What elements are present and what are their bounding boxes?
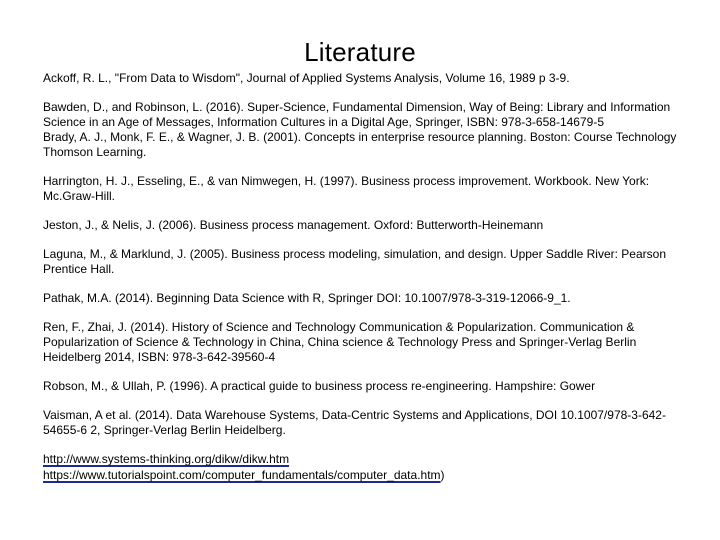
link-closing-paren: ) [440,468,445,482]
reference-harrington: Harrington, H. J., Esseling, E., & van Nimwegen, H. (1997). Business process improvement. Workbook. New York: Mc.Graw-Hill. [43,174,653,203]
link-list [43,451,683,483]
reference-vaisman: Vaisman, A et al. (2014). Data Warehouse Systems, Data-Centric Systems and Applications, DOI 10.1007/978-3-642-54655-6 2, Springer-Verlag Berlin Heidelberg. [43,408,666,437]
page-title: Literature [304,37,416,67]
reference-brady: Brady, A. J., Monk, F. E., & Wagner, J. B. (2001). Concepts in enterprise resource planning. Boston: Course Technology Thomson Learning. [43,130,680,159]
reference-jeston: Jeston, J., & Nelis, J. (2006). Business process management. Oxford: Butterworth-Heinemann [43,218,544,232]
reference-list [43,71,683,483]
reference-ackoff: Ackoff, R. L., "From Data to Wisdom", Journal of Applied Systems Analysis, Volume 16, 1989 p 3-9. [43,71,570,85]
reference-robson: Robson, M., & Ullah, P. (1996). A practical guide to business process re-engineering. Hampshire: Gower [43,379,596,393]
link-systems-thinking[interactable]: http://www.systems-thinking.org/dikw/dikw.htm [43,452,290,466]
reference-bawden: Bawden, D., and Robinson, L. (2016). Super-Science, Fundamental Dimension, Way of Being: Library and Information Science in an Age of Messages, Information Cultures in a Digital Age, Springer, ISBN: 978-3-658-14679-5 [43,100,674,129]
reference-laguna: Laguna, M., & Marklund, J. (2005). Business process modeling, simulation, and design. Upper Saddle River: Pearson Prentice Hall. [43,247,670,276]
reference-ren: Ren, F., Zhai, J. (2014). History of Science and Technology Communication & Popularization. Communication & Popularization of Science & Technology in China, China science & Technology Press and Springer-Verlag Berlin Heidelberg 2014, ISBN: 978-3-642-39560-4 [43,320,640,364]
link-tutorialspoint[interactable]: https://www.tutorialspoint.com/computer_fundamentals/computer_data.htm [43,468,441,482]
reference-pathak: Pathak, M.A. (2014). Beginning Data Science with R, Springer DOI: 10.1007/978-3-319-12066-9_1. [43,291,571,305]
